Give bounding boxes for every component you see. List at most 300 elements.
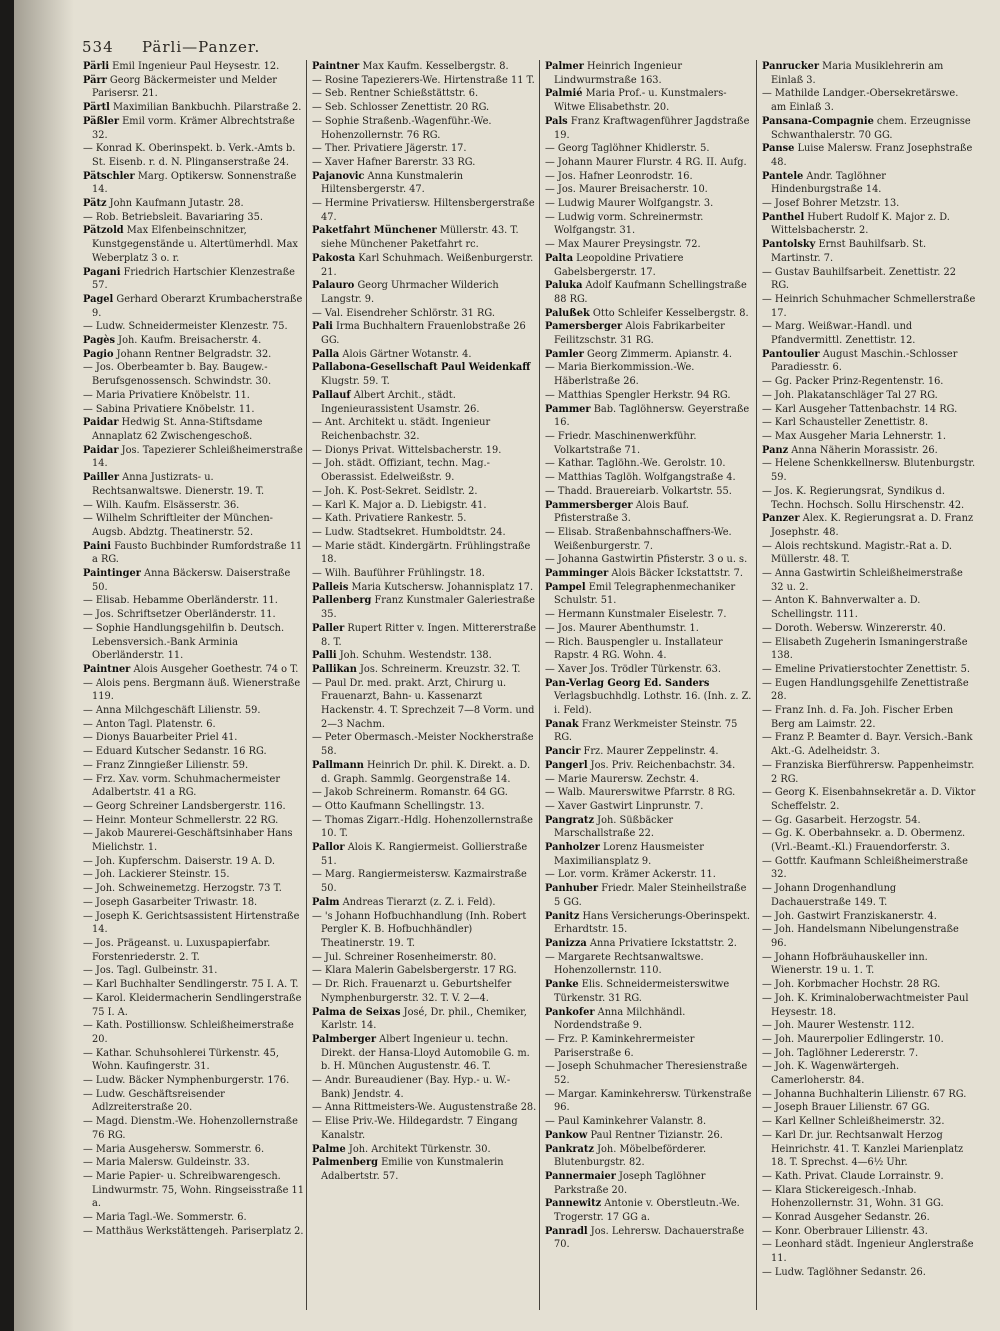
entry-details: — Dionys Bauarbeiter Priel 41. [83, 732, 238, 744]
entry-details: — Franz P. Beamter d. Bayr. Versich.-Bank Akt.-G. Adelheidstr. 3. [762, 732, 973, 758]
entry-details: Alois Bäcker Ickstattstr. 7. [608, 568, 743, 580]
entry-details: Joh. Architekt Türkenstr. 30. [345, 1143, 491, 1155]
directory-entry [545, 553, 755, 567]
directory-entry [83, 60, 305, 74]
entry-details: — Matthäus Werkstättengeh. Pariserplatz 2. [83, 1225, 304, 1237]
directory-entry [83, 992, 305, 1019]
entry-details: Emilie von Kunstmalerin Adalbertstr. 57. [321, 1157, 504, 1182]
entry-surname: Paini [83, 540, 112, 552]
entry-details: Leopoldine Privatiere Gabelsbergerstr. 17. [554, 252, 684, 278]
directory-entry [762, 1129, 976, 1170]
entry-details: — Johann Drogenhandlung Dachauerstraße 149. T. [762, 883, 897, 908]
directory-entry [312, 142, 538, 156]
entry-details: — Gg. Gasarbeit. Herzogstr. 54. [762, 814, 921, 826]
directory-entry [312, 87, 538, 101]
directory-entry [83, 978, 305, 992]
entry-details: — Anton K. Bahnverwalter a. D. Schellingstr. 111. [762, 595, 921, 621]
entry-surname: Paketfahrt Münchener [312, 225, 437, 237]
entry-surname: Palli [312, 650, 337, 662]
directory-entry [83, 348, 305, 362]
directory-entry [83, 266, 305, 293]
directory-entry [762, 238, 976, 265]
entry-details: — Xaver Jos. Trödler Türkenstr. 63. [545, 663, 722, 675]
directory-entry [762, 197, 976, 211]
entry-details: — Jos. Hafner Leonrodstr. 16. [545, 170, 693, 182]
entry-details: Friedrich Hartschier Klenzestraße 57. [92, 266, 295, 292]
entry-details: — Joseph Brauer Lilienstr. 67 GG. [762, 1102, 930, 1114]
directory-entry [762, 677, 976, 704]
entry-surname: Paidar [83, 444, 119, 456]
entry-details: — Joh. K. Kriminaloberwachtmeister Paul Heysestr. 18. [762, 992, 969, 1018]
directory-entry [312, 978, 538, 1005]
entry-details: Albert Archit., städt. Ingenieurassistent Usamstr. 26. [321, 389, 480, 415]
entry-details: — Seb. Rentner Schießstättstr. 6. [312, 88, 479, 100]
entry-details: — Joh. K. Wagenwärtergeh. Camerloherstr. 84. [762, 1061, 900, 1087]
directory-entry [83, 1170, 305, 1211]
entry-surname: Pärtl [83, 102, 110, 114]
directory-entry [312, 814, 538, 841]
entry-details: Marg. Optikersw. Sonnenstraße 14. [92, 170, 297, 196]
directory-entry [312, 731, 538, 758]
entry-details: — Wilh. Kaufm. Elsässerstr. 36. [83, 499, 240, 511]
directory-entry [762, 992, 976, 1019]
directory-entry [83, 937, 305, 964]
directory-entry [83, 868, 305, 882]
directory-entry [83, 1019, 305, 1046]
directory-entry [545, 951, 755, 978]
directory-entry [762, 403, 976, 417]
entry-details: — Elisab. Straßenbahnschaffners-We. Weißenburgerstr. 7. [545, 526, 732, 552]
entry-details: — Paul Dr. med. prakt. Arzt, Chirurg u. Frauenarzt, Bahn- u. Kassenarzt Hackenstr. 4. T. Sprechzeit 7—8 Vorm. und 2—3 Nachm. [312, 677, 535, 730]
entry-details: Jos. Lehrersw. Dachauerstraße 70. [554, 1225, 745, 1251]
directory-entry [762, 320, 976, 347]
entry-surname: Pankofer [545, 1006, 595, 1018]
entry-details: — Karl Dr. jur. Rechtsanwalt Herzog Heinrichstr. 41. T. Kanzlei Marienplatz 18. T. Sprechst. 4—6½ Uhr. [762, 1129, 964, 1169]
entry-details: Lorenz Hausmeister Maximiliansplatz 9. [554, 842, 704, 867]
directory-entry [545, 87, 755, 114]
entry-surname: Palußek [545, 307, 590, 319]
entry-details: Emil Telegraphenmechaniker Schulstr. 51. [554, 581, 736, 607]
entry-surname: Panz [762, 444, 789, 456]
entry-details: — Ludw. Schneidermeister Klenzestr. 75. [83, 321, 288, 333]
directory-entry [545, 1197, 755, 1224]
entry-details: — Xaver Gastwirt Linprunstr. 7. [545, 800, 704, 812]
directory-entry [545, 677, 755, 718]
directory-entry [83, 622, 305, 663]
entry-details: — Xaver Hafner Barerstr. 33 RG. [312, 156, 476, 168]
entry-details: — Val. Eisendreher Schlörstr. 31 RG. [312, 307, 495, 319]
directory-entry [312, 1074, 538, 1101]
directory-entry [762, 1238, 976, 1265]
entry-details: Andr. Taglöhner Hindenburgstraße 14. [771, 170, 886, 196]
entry-details: Georg Bäckermeister und Melder Parisersr. 21. [92, 74, 277, 100]
directory-entry [312, 389, 538, 416]
directory-entry [83, 731, 305, 745]
directory-entry [545, 1170, 755, 1197]
directory-entry [83, 800, 305, 814]
entry-details: — Jos. Maurer Breisacherstr. 10. [545, 184, 708, 196]
directory-entry [312, 307, 538, 321]
directory-entry [312, 1101, 538, 1115]
entry-surname: Pammersberger [545, 499, 633, 511]
directory-entry [545, 183, 755, 197]
entry-surname: Pannewitz [545, 1198, 602, 1210]
entry-surname: Palmenberg [312, 1157, 378, 1169]
entry-details: — Johann Hofbräuhauskeller inn. Wienerstr. 19 u. 1. T. [762, 951, 928, 977]
entry-surname: Pagès [83, 335, 116, 347]
directory-column-1 [83, 60, 305, 1310]
directory-entry [312, 457, 538, 484]
directory-entry [762, 1211, 976, 1225]
entry-details: — Paul Kaminkehrer Valanstr. 8. [545, 1116, 707, 1128]
entry-surname: Pakosta [312, 252, 356, 264]
entry-details: — Gg. K. Oberbahnsekr. a. D. Obermenz. (Vrl.-Beamt.-Kl.) Frauendorferstr. 3. [762, 828, 966, 854]
entry-details: — Georg Taglöhner Khidlerstr. 5. [545, 143, 710, 155]
directory-entry [545, 773, 755, 787]
directory-entry [545, 499, 755, 526]
directory-entry [312, 896, 538, 910]
directory-entry [545, 307, 755, 321]
directory-entry [312, 964, 538, 978]
entry-details: — Mathilde Landger.-Obersekretärswe. am Einlaß 3. [762, 88, 959, 114]
directory-entry [312, 416, 538, 443]
directory-entry [545, 430, 755, 457]
entry-details: — Marg. Rangiermeistersw. Kazmairstraße 50. [312, 869, 527, 895]
directory-entry [545, 663, 755, 677]
entry-details: Antonie v. Oberstleutn.-We. Trogerstr. 17 GG a. [554, 1198, 740, 1224]
entry-details: Alois K. Rangiermeist. Gollierstraße 51. [321, 842, 528, 867]
entry-details: — Rich. Bauspengler u. Installateur Rapstr. 4 RG. Wohn. 4. [545, 636, 723, 662]
directory-entry [762, 594, 976, 621]
entry-details: Bab. Taglöhnersw. Geyerstraße 16. [554, 403, 750, 429]
directory-entry [312, 567, 538, 581]
directory-entry [545, 142, 755, 156]
directory-entry [83, 896, 305, 910]
directory-entry [83, 663, 305, 677]
directory-entry [312, 320, 538, 347]
entry-surname: Panitz [545, 910, 580, 922]
entry-surname: Palmberger [312, 1033, 377, 1045]
entry-details: — Jos. K. Regierungsrat, Syndikus d. Techn. Hochsch. Sollu Hirschenstr. 42. [762, 485, 965, 511]
entry-surname: Pallor [312, 842, 345, 854]
entry-details: — Ludw. Stadtsekret. Humboldtstr. 24. [312, 526, 506, 538]
directory-entry [83, 101, 305, 115]
directory-entry [83, 540, 305, 567]
entry-details: — Dionys Privat. Wittelsbacherstr. 19. [312, 444, 502, 456]
directory-entry [762, 704, 976, 731]
directory-entry [762, 567, 976, 594]
entry-details: — Joh. Taglöhner Ledererstr. 7. [762, 1047, 919, 1059]
entry-details: — Heinrich Schuhmacher Schmellerstraße 17. [762, 293, 976, 319]
entry-details: — Ant. Architekt u. städt. Ingenieur Reichenbachstr. 32. [312, 417, 491, 442]
directory-entry [312, 485, 538, 499]
directory-entry [83, 1156, 305, 1170]
entry-surname: Palla [312, 348, 340, 360]
entry-details: Müllerstr. 43. T. siehe Münchener Paketfahrt rc. [321, 225, 519, 251]
entry-details: Andreas Tierarzt (z. Z. i. Feld). [339, 896, 496, 908]
directory-entry [83, 361, 305, 388]
entry-details: — Anna Milchgeschäft Lilienstr. 59. [83, 705, 261, 717]
directory-entry [762, 444, 976, 458]
entry-surname: Panse [762, 143, 795, 155]
entry-surname: Pankow [545, 1129, 588, 1141]
directory-entry [312, 759, 538, 786]
directory-entry [312, 594, 538, 621]
entry-details: — Anton Tagl. Platenstr. 6. [83, 718, 216, 730]
entry-details: Irma Buchhaltern Frauenlobstraße 26 GG. [321, 321, 526, 347]
entry-details: — Jos. Schriftsetzer Oberländerstr. 11. [83, 609, 276, 621]
entry-details: — Marie Papier- u. Schreibwarengesch. Lindwurmstr. 75, Wohn. Ringseisstraße 11 a. [83, 1170, 305, 1210]
entry-details: Elis. Schneidermeisterswitwe Türkenstr. 31 RG. [554, 979, 730, 1004]
directory-entry [545, 1088, 755, 1115]
directory-entry [83, 471, 305, 498]
directory-entry [545, 567, 755, 581]
directory-entry [312, 115, 538, 142]
entry-details: — Hermann Kunstmaler Eiselestr. 7. [545, 609, 727, 621]
directory-entry [545, 841, 755, 868]
entry-details: — Thomas Zigarr.-Hdlg. Hohenzollernstraße 10. T. [312, 814, 533, 840]
entry-details: — Helene Schenkkellnersw. Blutenburgstr. 59. [762, 458, 976, 484]
entry-surname: Pagio [83, 348, 114, 360]
entry-details: — Walb. Maurerswitwe Pfarrstr. 8 RG. [545, 787, 736, 799]
directory-entry [762, 142, 976, 169]
directory-entry [762, 1184, 976, 1211]
entry-details: Alois Ausgeher Goethestr. 74 o T. [130, 663, 299, 675]
directory-entry [312, 101, 538, 115]
directory-entry [762, 266, 976, 293]
entry-details: — Ther. Privatiere Jägerstr. 17. [312, 143, 467, 155]
directory-entry [312, 512, 538, 526]
directory-entry [312, 197, 538, 224]
entry-details: — Joh. Lackierer Steinstr. 15. [83, 869, 230, 881]
directory-entry [83, 1143, 305, 1157]
directory-page [14, 0, 1000, 1331]
entry-details: — Eugen Handlungsgehilfe Zenettistraße 28. [762, 677, 969, 703]
entry-surname: Pallenberg [312, 595, 372, 607]
entry-details: — Marie städt. Kindergärtn. Frühlingstraße 18. [312, 540, 531, 566]
directory-entry [545, 882, 755, 909]
directory-entry [762, 430, 976, 444]
directory-entry [545, 197, 755, 211]
directory-entry [762, 636, 976, 663]
entry-details: Joh. Kaufm. Breisacherstr. 4. [115, 335, 262, 347]
directory-entry [545, 60, 755, 87]
entry-details: — Alois rechtskund. Magistr.-Rat a. D. Müllerstr. 48. T. [762, 540, 953, 566]
directory-entry [545, 170, 755, 184]
entry-surname: Panholzer [545, 842, 600, 854]
directory-entry [312, 279, 538, 306]
directory-entry [312, 1156, 538, 1183]
directory-entry [83, 142, 305, 169]
entry-surname: Pansana-Compagnie [762, 115, 874, 127]
entry-details: — Friedr. Maschinenwerkführ. Volkartstraße 71. [545, 430, 697, 456]
entry-details: — Sophie Straßenb.-Wagenführ.-We. Hohenzollernstr. 76 RG. [312, 115, 492, 141]
directory-entry [312, 622, 538, 649]
directory-entry [545, 279, 755, 306]
directory-entry [762, 663, 976, 677]
directory-entry [545, 238, 755, 252]
entry-details: — Georg Schreiner Landsbergerstr. 116. [83, 800, 286, 812]
entry-details: — Joh. Kupferschm. Daiserstr. 19 A. D. [83, 855, 276, 867]
entry-details: — Maria Malersw. Guldeinstr. 33. [83, 1157, 250, 1169]
entry-details: — Elisabeth Zugeherin Ismaningerstraße 138. [762, 636, 968, 662]
entry-details: — Matthias Spengler Herkstr. 94 RG. [545, 389, 731, 401]
entry-details: Franz Kunstmaler Galeriestraße 35. [321, 595, 535, 621]
directory-entry [312, 677, 538, 732]
directory-entry [762, 1115, 976, 1129]
directory-entry [312, 499, 538, 513]
entry-details: José, Dr. phil., Chemiker, Karlstr. 14. [321, 1006, 527, 1032]
directory-entry [312, 841, 538, 868]
entry-details: — Konrad K. Oberinspekt. b. Verk.-Amts b. St. Eisenb. r. d. N. Plinganserstraße 24. [83, 143, 296, 168]
entry-details: — Frz. P. Kaminkehrermeister Pariserstraße 6. [545, 1033, 695, 1059]
entry-details: — Josef Bohrer Metzstr. 13. [762, 198, 900, 210]
directory-entry [762, 1047, 976, 1061]
entry-details: — Maria Bierkommission.-We. Häberlstraße 26. [545, 362, 695, 388]
entry-surname: Pamersberger [545, 321, 623, 333]
directory-entry [312, 786, 538, 800]
entry-details: — Klara Malerin Gabelsbergerstr. 17 RG. [312, 965, 517, 977]
entry-surname: Pammer [545, 403, 591, 415]
entry-details: — Anna Rittmeisters-We. Augustenstraße 28. [312, 1102, 537, 1114]
entry-surname: Panrucker [762, 61, 820, 72]
directory-entry [83, 594, 305, 608]
directory-entry [545, 361, 755, 388]
directory-entry [83, 170, 305, 197]
directory-entry [545, 978, 755, 1005]
entry-details: Joh. Schuhm. Westendstr. 138. [336, 650, 492, 662]
entry-details: — Ludw. Bäcker Nymphenburgerstr. 176. [83, 1075, 290, 1087]
entry-surname: Pali [312, 321, 333, 333]
entry-details: — Jos. Tagl. Gulbeinstr. 31. [83, 965, 218, 977]
directory-entry [83, 964, 305, 978]
entry-surname: Paller [312, 622, 345, 634]
entry-details: Fausto Buchbinder Rumfordstraße 11 a RG. [92, 540, 303, 566]
entry-surname: Panizza [545, 938, 587, 949]
directory-entry [83, 293, 305, 320]
directory-entry [312, 348, 538, 362]
entry-details: — Klara Stickereigesch.-Inhab. Hohenzollernstr. 31, Wohn. 31 GG. [762, 1184, 944, 1210]
entry-surname: Pannermaier [545, 1170, 616, 1182]
entry-details: Joh. Süßbäcker Marschallstraße 22. [554, 814, 674, 840]
directory-entry [312, 252, 538, 279]
entry-details: Anna Privatiere Ickstattstr. 2. [586, 938, 737, 949]
entry-surname: Pagani [83, 266, 121, 278]
entry-details: — Konr. Oberbrauer Lilienstr. 43. [762, 1225, 928, 1237]
entry-surname: Pan-Verlag Georg Ed. Sanders [545, 677, 710, 689]
entry-surname: Pamminger [545, 568, 609, 580]
entry-details: — Anna Gastwirtin Schleißheimerstraße 32 u. 2. [762, 568, 963, 593]
entry-surname: Pätzold [83, 225, 124, 237]
directory-entry [83, 197, 305, 211]
entry-surname: Panhuber [545, 883, 599, 895]
directory-entry [83, 1074, 305, 1088]
entry-details: Alois Bauf. Pfisterstraße 3. [554, 499, 689, 525]
entry-surname: Pajanovic [312, 170, 365, 182]
directory-entry [83, 320, 305, 334]
entry-details: — Karl Buchhalter Sendlingerstr. 75 I. A. T. [83, 979, 299, 991]
directory-entry [83, 882, 305, 896]
entry-surname: Pagel [83, 293, 114, 305]
entry-details: — Margarete Rechtsanwaltswe. Hohenzollernstr. 110. [545, 951, 704, 977]
directory-entry [545, 211, 755, 238]
entry-details: — Joh. Gastwirt Franziskanerstr. 4. [762, 910, 937, 922]
entry-details: — Maria Tagl.-We. Sommerstr. 6. [83, 1212, 247, 1224]
directory-entry [83, 403, 305, 417]
directory-entry [545, 1225, 755, 1252]
entry-details: — Thadd. Brauereiarb. Volkartstr. 55. [545, 485, 732, 497]
directory-entry [83, 718, 305, 732]
entry-details: — Joh. städt. Offiziant, techn. Mag.-Oberassist. Edelweißstr. 9. [312, 458, 490, 484]
entry-details: Ernst Bauhilfsarb. St. Martinstr. 7. [771, 239, 927, 264]
directory-entry [83, 759, 305, 773]
directory-entry [545, 320, 755, 347]
entry-details: — Joseph Schuhmacher Theresienstraße 52. [545, 1061, 748, 1087]
entry-details: — Johanna Gastwirtin Pfisterstr. 3 o u. s. [545, 554, 748, 566]
entry-details: — Peter Obermasch.-Meister Nockherstraße 58. [312, 732, 534, 758]
directory-entry [312, 60, 538, 74]
directory-entry [83, 1047, 305, 1074]
entry-details: — Marie Maurersw. Zechstr. 4. [545, 773, 699, 785]
entry-details: John Kaufmann Jutastr. 28. [106, 198, 244, 210]
entry-details: Alois Fabrikarbeiter Feilitzschstr. 31 RG. [554, 321, 725, 347]
directory-entry [762, 60, 976, 87]
column-divider [756, 60, 757, 1310]
entry-details: Georg Uhrmacher Wilderich Langstr. 9. [321, 280, 499, 305]
directory-entry [83, 1225, 305, 1239]
directory-entry [545, 1115, 755, 1129]
entry-details: — Seb. Schlosser Zenettistr. 20 RG. [312, 102, 490, 114]
entry-details: — Joh. Maurerpolier Edlingerstr. 10. [762, 1033, 944, 1045]
entry-details: — Hermine Privatiersw. Hiltensbergerstraße 47. [312, 198, 535, 223]
directory-entry [545, 403, 755, 430]
entry-details: — Franz Inh. d. Fa. Joh. Fischer Erben Berg am Laimstr. 22. [762, 705, 954, 730]
directory-entry [762, 512, 976, 539]
entry-details: Georg Zimmerm. Apianstr. 4. [583, 348, 732, 360]
entry-surname: Pangratz [545, 814, 595, 826]
entry-details: Anna Milchhändl. Nordendstraße 9. [554, 1006, 686, 1032]
entry-details: — Kath. Postillionsw. Schleißheimerstraße 20. [83, 1020, 294, 1045]
directory-entry [545, 457, 755, 471]
directory-entry [83, 74, 305, 101]
entry-details: Johann Rentner Belgradstr. 32. [113, 348, 272, 360]
entry-details: Paul Rentner Tizianstr. 26. [587, 1129, 723, 1141]
entry-details: — Konrad Ausgeher Sedanstr. 26. [762, 1212, 930, 1224]
directory-entry [83, 855, 305, 869]
entry-details: — Ludw. Geschäftsreisender Adlzreiterstraße 20. [83, 1088, 225, 1114]
entry-surname: Pals [545, 115, 568, 127]
directory-entry [545, 471, 755, 485]
entry-details: — Joh. K. Post-Sekret. Seidlstr. 2. [312, 485, 478, 497]
directory-entry [312, 868, 538, 895]
directory-entry [762, 978, 976, 992]
entry-surname: Panradl [545, 1225, 588, 1237]
entry-surname: Pallabona-Gesellschaft Paul Weidenkaff [312, 362, 531, 374]
directory-entry [545, 1033, 755, 1060]
entry-details: — Jakob Maurerei-Geschäftsinhaber Hans Mielichstr. 1. [83, 828, 293, 854]
directory-entry [545, 115, 755, 142]
directory-entry [545, 759, 755, 773]
entry-details: — Jul. Schreiner Rosenheimerstr. 80. [312, 951, 497, 963]
entry-details: — Franziska Bierführersw. Pappenheimstr. 2 RG. [762, 759, 975, 785]
entry-details: — Joseph K. Gerichtsassistent Hirtenstraße 14. [83, 910, 300, 936]
entry-surname: Paintner [312, 61, 360, 72]
entry-surname: Pallauf [312, 389, 351, 401]
directory-entry [312, 1115, 538, 1142]
entry-details: Emil vorm. Krämer Albrechtstraße 32. [92, 115, 295, 141]
entry-details: Friedr. Maler Steinheilstraße 5 GG. [554, 883, 747, 908]
directory-entry [762, 827, 976, 854]
